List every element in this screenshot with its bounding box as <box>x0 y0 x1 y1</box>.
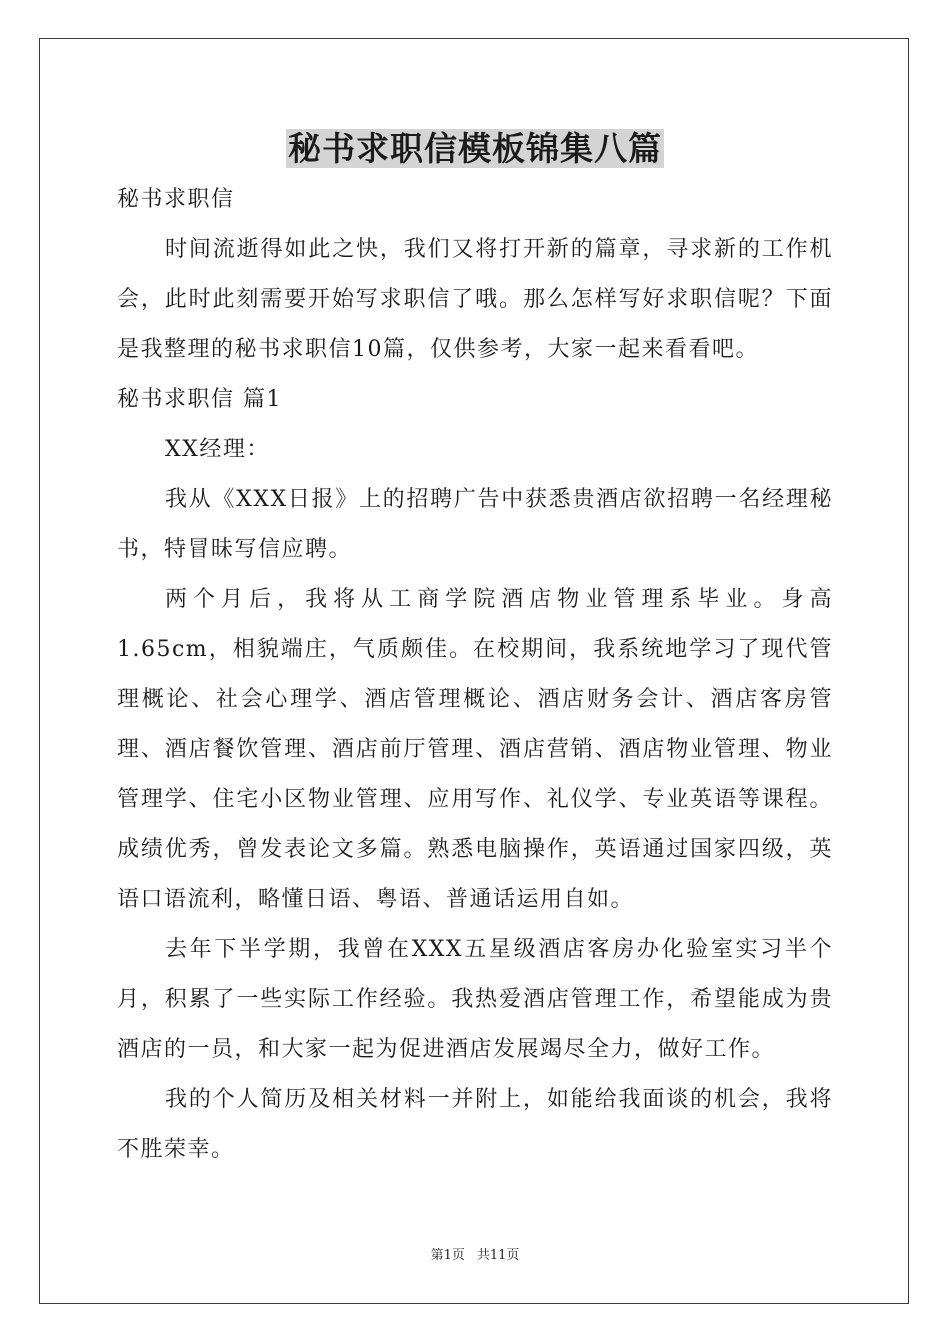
page-number: 第1页 <box>430 1248 465 1263</box>
section-heading: 秘书求职信 <box>117 187 235 212</box>
document-title <box>0 127 950 171</box>
salutation: XX经理： <box>165 437 270 462</box>
letter-heading: 秘书求职信 篇1 <box>117 387 282 412</box>
intro-paragraph: 时间流逝得如此之快，我们又将打开新的篇章，寻求新的工作机会，此时此刻需要开始写求职信了哦。那么怎样写好求职信呢？下面是我整理的秘书求职信10篇，仅供参考，大家一起来看看吧。 <box>117 237 833 362</box>
letter-paragraph: 我从《XXX日报》上的招聘广告中获悉贵酒店欲招聘一名经理秘书，特冒昧写信应聘。 <box>117 487 833 562</box>
page-footer <box>0 1247 950 1265</box>
letter-paragraph: 我的个人简历及相关材料一并附上，如能给我面谈的机会，我将不胜荣幸。 <box>117 1087 833 1162</box>
page-total: 共11页 <box>476 1248 520 1263</box>
document-body <box>117 175 833 1175</box>
letter-paragraph: 去年下半学期，我曾在XXX五星级酒店客房办化验室实习半个月，积累了一些实际工作经验。我热爱酒店管理工作，希望能成为贵酒店的一员，和大家一起为促进酒店发展竭尽全力，做好工作。 <box>117 937 833 1062</box>
letter-paragraph: 两个月后，我将从工商学院酒店物业管理系毕业。身高1.65cm，相貌端庄，气质颇佳。在校期间，我系统地学习了现代管理概论、社会心理学、酒店管理概论、酒店财务会计、酒店客房管理、酒店餐饮管理、酒店前厅管理、酒店营销、酒店物业管理、物业管理学、住宅小区物业管理、应用写作、礼仪学、专业英语等课程。成绩优秀，曾发表论文多篇。熟悉电脑操作，英语通过国家四级，英语口语流利，略懂日语、粤语、普通话运用自如。 <box>117 587 833 912</box>
title-text: 秘书求职信模板锦集八篇 <box>288 129 662 168</box>
